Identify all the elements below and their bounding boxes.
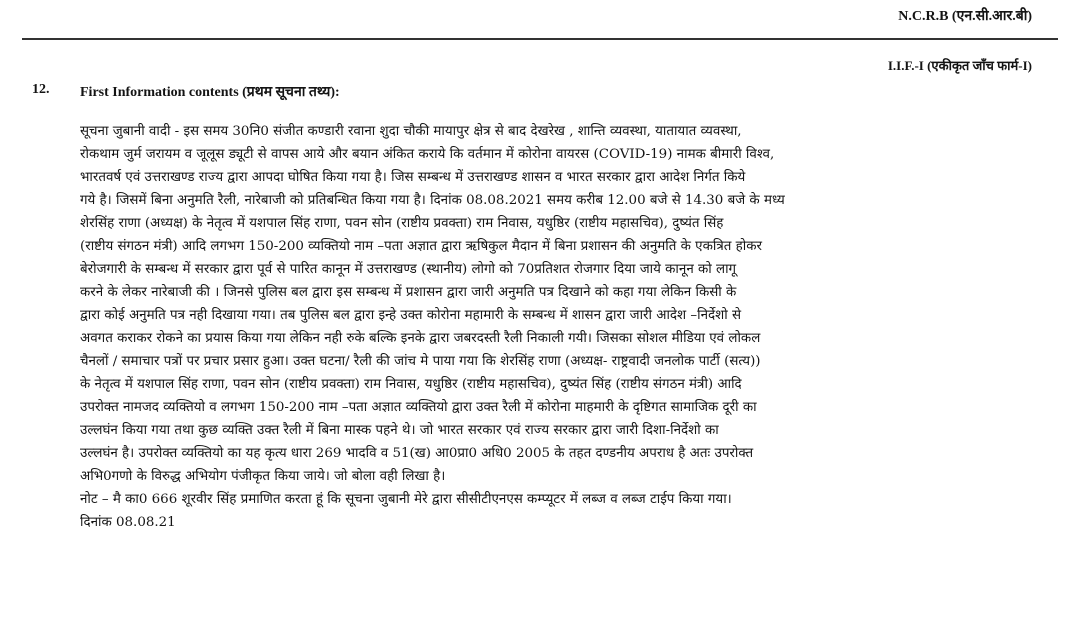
section-number: 12. bbox=[32, 82, 50, 97]
body-line: गये है। जिसमें बिना अनुमति रैली, नारेबाजी को प्रतिबन्धित किया गया है। दिनांक 08.08.2021 समय करीब 12.00 बजे से 14.30 बजे के मध्य bbox=[80, 193, 785, 208]
body-line: (राष्टीय संगठन मंत्री) आदि लगभग 150-200 व्यक्तियो नाम –पता अज्ञात द्वारा ऋषिकुल मैदान में बिना प्रशासन की अनुमति के एकत्रित होकर bbox=[80, 239, 762, 254]
form-label: I.I.F.-I (एकीकृत जाँच फार्म-I) bbox=[887, 58, 1032, 73]
body-line: अवगत कराकर रोकने का प्रयास किया गया लेकिन नही रुके बल्कि इनके द्वारा जबरदस्ती रैली निकाली गयी। जिसका सोशल मीडिया एवं लोकल bbox=[80, 331, 761, 346]
body-line: उल्लघंन है। उपरोक्त व्यक्तियो का यह कृत्य धारा 269 भादवि व 51(ख) आ0प्रा0 अधि0 2005 के तहत दण्डनीय अपराध है अतः उपरोक्त bbox=[80, 446, 754, 461]
first-information-body bbox=[80, 120, 1040, 534]
header-divider bbox=[22, 38, 1058, 40]
body-line: नोट – मै का0 666 शूरवीर सिंह प्रमाणित करता हूं कि सूचना जुबानी मेरे द्वारा सीसीटीएनएस कम्प्यूटर में लब्ज व लब्ज टाईप किया गया। bbox=[80, 492, 732, 507]
body-line: उल्लघंन किया गया तथा कुछ व्यक्ति उक्त रैली में बिना मास्क पहने थे। जो भारत सरकार एवं राज्य सरकार द्वारा जारी दिशा-निर्देशो का bbox=[80, 423, 719, 438]
body-line: बेरोजगारी के सम्बन्ध में सरकार द्वारा पूर्व से पारित कानून में उत्तराखण्ड (स्थानीय) लोगो को 70प्रतिशत रोजगार दिया जाये कानून को लागू bbox=[80, 262, 737, 277]
body-line: दिनांक 08.08.21 bbox=[80, 515, 176, 530]
body-line: भारतवर्ष एवं उत्तराखण्ड राज्य द्वारा आपदा घोषित किया गया है। जिस सम्बन्ध में उत्तराखण्ड शासन व भारत सरकार द्वारा आदेश निर्गत किये bbox=[80, 170, 746, 185]
body-line: रोकथाम जुर्म जरायम व जूलूस ड्यूटी से वापस आये और बयान अंकित कराये कि वर्तमान में कोरोना वायरस (COVID-19) नामक बीमारी विश्व, bbox=[80, 147, 775, 162]
body-line: करने के लेकर नारेबाजी की । जिनसे पुलिस बल द्वारा इस सम्बन्ध में प्रशासन द्वारा जारी अनुमति पत्र दिखाने को कहा गया लेकिन किसी के bbox=[80, 285, 737, 300]
body-line: के नेतृत्व में यशपाल सिंह राणा, पवन सोन (राष्टीय प्रवक्ता) राम निवास, यधुष्ठिर (राष्टीय महासचिव), दुष्यंत सिंह (राष्टीय संगठन मंत्री) आदि bbox=[80, 377, 742, 392]
body-line: शेरसिंह राणा (अध्यक्ष) के नेतृत्व में यशपाल सिंह राणा, पवन सोन (राष्टीय प्रवक्ता) राम निवास, यधुष्ठिर (राष्टीय महासचिव), दुष्यंत सिंह bbox=[80, 216, 724, 231]
body-line: चैनलों / समाचार पत्रों पर प्रचार प्रसार हुआ। उक्त घटना/ रैली की जांच मे पाया गया कि शेरसिंह राणा (अध्यक्ष- राष्ट्रवादी जनलोक पार्टी (सत्य)) bbox=[80, 354, 761, 369]
section-title: First Information contents (प्रथम सूचना तथ्य): bbox=[80, 85, 340, 100]
organization-header: N.C.R.B (एन.सी.आर.बी) bbox=[898, 9, 1032, 24]
body-line: द्वारा कोई अनुमति पत्र नही दिखाया गया। तब पुलिस बल द्वारा इन्हे उक्त कोरोना महामारी के सम्बन्ध में शासन द्वारा जारी आदेश –निर्देशो से bbox=[80, 308, 741, 323]
body-line: सूचना जुबानी वादी - इस समय 30नि0 संजीत कण्डारी रवाना शुदा चौकी मायापुर क्षेत्र से बाद देखरेख , शान्ति व्यवस्था, यातायात व्यवस्था, bbox=[80, 124, 742, 139]
body-line: अभि0गणो के विरुद्ध अभियोग पंजीकृत किया जाये। जो बोला वही लिखा है। bbox=[80, 469, 446, 484]
body-line: उपरोक्त नामजद व्यक्तियो व लगभग 150-200 नाम –पता अज्ञात व्यक्तियो द्वारा उक्त रैली में कोरोना माहमारी के दृष्टिगत सामाजिक दूरी का bbox=[80, 400, 757, 415]
